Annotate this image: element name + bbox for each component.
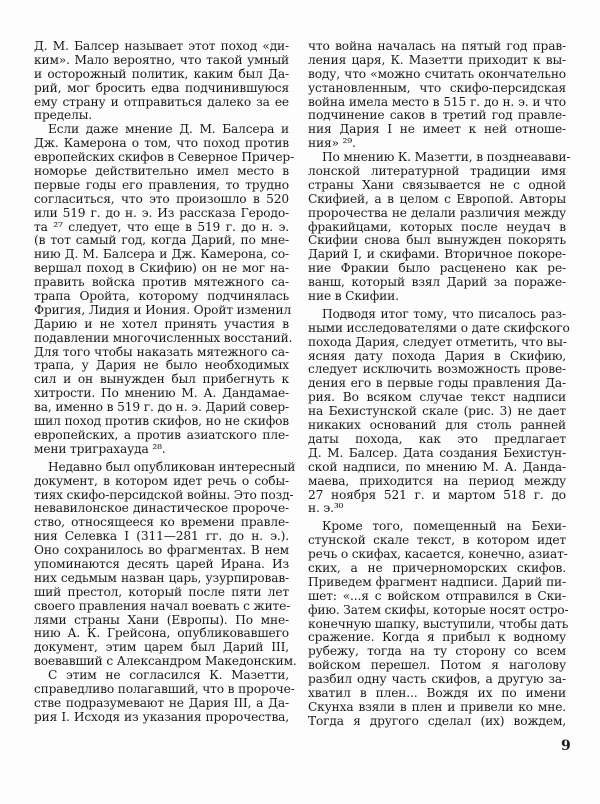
text-line: лями страны Хани (Европы). По мне- bbox=[34, 612, 289, 627]
text-line: По мнению К. Мазетти, в позднеавави- bbox=[322, 150, 571, 165]
text-line: ким». Мало вероятно, что такой умный bbox=[34, 52, 289, 67]
text-line: на Бехистунской скале (рис. 3) не дает bbox=[308, 404, 566, 419]
text-line: ясняя дату похода Дария в Скифию, bbox=[308, 348, 566, 363]
text-line: Скунха взяли в плен и привели ко мне. bbox=[308, 699, 566, 714]
text-line: ления царя, К. Мазетти приходит к вы- bbox=[308, 52, 566, 67]
left-column bbox=[34, 39, 297, 725]
text-line: или 519 г. до н. э. Из рассказа Геродо- bbox=[34, 205, 289, 220]
text-line: рубежу, тогда на ту сторону со всем bbox=[308, 644, 566, 659]
text-line: шет: «...я с войском отправился в Ски- bbox=[308, 588, 566, 603]
text-line: Д. М. Балсер. Дата создания Бехистун- bbox=[308, 445, 566, 460]
text-line: 27 ноября 521 г. и мартом 518 г. до bbox=[308, 487, 566, 502]
text-line: рия I. Исходя из указания пророчества, bbox=[34, 709, 289, 724]
text-line: трапа Оройта, которому подчинялась bbox=[34, 289, 289, 304]
text-line: похода Дария, следует отметить, что вы- bbox=[308, 334, 567, 349]
text-line: ему страну и отправиться далеко за ее bbox=[34, 94, 289, 109]
text-line: Если даже мнение Д. М. Балсера и bbox=[48, 122, 289, 137]
text-line: следует исключить возможность прове- bbox=[308, 362, 566, 377]
text-line: невавилонское династическое пророче- bbox=[34, 501, 289, 516]
text-line: ния Селевка I (311—281 гг. до н. э.). bbox=[34, 529, 289, 544]
text-line: ской надписи, по мнению М. А. Данда- bbox=[308, 459, 566, 474]
text-line: Кроме того, помещенный на Бехи- bbox=[322, 519, 566, 534]
text-line: европейских, а против азиатского пле- bbox=[34, 427, 289, 442]
text-line: речь о скифах, касается, конечно, азиат- bbox=[308, 547, 568, 562]
text-line: Недавно был опубликован интересный bbox=[48, 459, 296, 474]
text-line: своего правления начал воевать с жите- bbox=[34, 598, 291, 613]
text-line: стве подразумевают не Дария III, а Да- bbox=[34, 695, 289, 710]
text-line: Дж. Камерона о том, что поход против bbox=[34, 136, 289, 151]
text-line: фракийцами, которых после неудач в bbox=[308, 219, 566, 234]
text-line: тиях скифо-персидской войны. Это позд- bbox=[34, 487, 294, 502]
text-line: (в тот самый год, когда Дарий, по мне- bbox=[34, 233, 289, 248]
text-line: ва, именно в 519 г. до н. э. Дарий совер- bbox=[34, 400, 289, 415]
text-line: никаких оснований для столь ранней bbox=[308, 418, 566, 433]
text-line: ванш, который взял Дарий за пораже- bbox=[308, 275, 566, 290]
text-line: н. э.³⁰ bbox=[308, 501, 344, 516]
text-line: хитрости. По мнению М. А. Дандамае- bbox=[34, 386, 289, 401]
text-line: Дарию и не хотел принять участия в bbox=[34, 316, 289, 331]
text-line: шил поход против скифов, но не скифов bbox=[34, 414, 289, 429]
page-number: 9 bbox=[561, 738, 571, 754]
text-line: ший престол, который после пяти лет bbox=[34, 584, 289, 599]
text-line: рия. Во всяком случае текст надписи bbox=[308, 390, 566, 405]
text-line: конечную шапку, выступили, чтобы дать bbox=[308, 616, 569, 631]
text-line: война имела место в 515 г. до н. э. и что bbox=[308, 94, 566, 109]
text-line: ние в Скифии. bbox=[308, 289, 399, 304]
text-line: ство, относящееся ко времени правле- bbox=[34, 515, 289, 530]
text-line: править войска против мятежного са- bbox=[34, 275, 289, 290]
text-line: даты похода, как это предлагает bbox=[308, 431, 566, 446]
text-line: установленным, что скифо-персидская bbox=[308, 80, 566, 95]
text-line: Тогда я другого сделал (их) вождем, bbox=[308, 713, 566, 728]
text-line: упоминаются десять царей Ирана. Из bbox=[34, 556, 289, 571]
text-line: ными исследователями о дате скифского bbox=[308, 320, 570, 335]
text-line: пределы. bbox=[34, 108, 92, 123]
text-line: ских, а не причерноморских скифов. bbox=[308, 560, 566, 575]
text-line: Д. М. Балсер называет этот поход «ди- bbox=[34, 39, 289, 53]
text-line: пророчества не делали различия между bbox=[308, 205, 566, 220]
text-line: ние Фракии было расценено как ре- bbox=[308, 261, 566, 276]
text-line: Подводя итог тому, что писалось раз- bbox=[322, 306, 566, 321]
text-line: Для того чтобы наказать мятежного са- bbox=[34, 344, 289, 359]
text-line: С этим не согласился К. Мазетти, bbox=[48, 668, 289, 683]
text-line: европейских скифов в Северное Причер- bbox=[34, 150, 295, 165]
text-line: документ, в котором идет речь о собы- bbox=[34, 473, 289, 488]
text-line: войском перешел. Потом я наголову bbox=[308, 658, 566, 673]
right-column bbox=[308, 39, 571, 729]
text-line: документ, этим царем был Дарий III, bbox=[34, 640, 289, 655]
text-line: вершал поход в Скифию) он не мог на- bbox=[34, 261, 289, 276]
text-line: Фригия, Лидия и Иония. Оройт изменил bbox=[34, 302, 292, 317]
text-line: сражение. Когда я прибыл к водному bbox=[308, 630, 566, 645]
text-line: сил и он вынужден был прибегнуть к bbox=[34, 372, 289, 387]
text-line: рий, мог бросить едва подчинившуюся bbox=[34, 80, 289, 95]
text-line: хватил в плен... Вождя их по имени bbox=[308, 685, 566, 700]
text-line: лонской литературной традиции имя bbox=[308, 164, 566, 179]
text-line: Скифии снова был вынужден покорять bbox=[308, 233, 566, 248]
text-line: них седьмым назван царь, узурпировав- bbox=[34, 570, 289, 585]
text-line: фию. Затем скифы, которые носят остро- bbox=[308, 602, 569, 617]
text-line: нию А. К. Грейсона, опубликовавшего bbox=[34, 626, 289, 641]
text-line: Оно сохранилось во фрагментах. В нем bbox=[34, 543, 289, 558]
text-line: страны Хани связывается не с одной bbox=[308, 177, 566, 192]
text-line: согласиться, что это произошло в 520 bbox=[34, 191, 289, 206]
text-line: и осторожный политик, каким был Да- bbox=[34, 66, 289, 81]
text-line: что война началась на пятый год прав- bbox=[308, 39, 566, 53]
text-line: разбил одну часть скифов, а другую за- bbox=[308, 672, 566, 687]
text-line: мени триграхауда ²⁸. bbox=[34, 441, 166, 456]
text-line: ния» ²⁹. bbox=[308, 136, 356, 151]
text-line: ния Дария I не имеет к ней отноше- bbox=[308, 122, 566, 137]
text-line: номорье действительно имел место в bbox=[34, 164, 289, 179]
text-line: трапа, у Дария не было необходимых bbox=[34, 358, 289, 373]
text-line: та ²⁷ следует, что еще в 519 г. до н. э. bbox=[34, 219, 289, 234]
text-line: Приведем фрагмент надписи. Дарий пи- bbox=[308, 574, 566, 589]
text-line: воевавший с Александром Македонским. bbox=[34, 654, 297, 669]
text-line: стунской скале текст, в котором идет bbox=[308, 533, 566, 548]
text-line: подчинение саков в третий год правле- bbox=[308, 108, 566, 123]
text-line: Скифией, а в целом с Европой. Авторы bbox=[308, 191, 566, 206]
text-line: дения его в первые годы правления Да- bbox=[308, 376, 566, 391]
text-line: нию Д. М. Балсера и Дж. Камерона, со- bbox=[34, 247, 289, 262]
text-line: маева, приходится на период между bbox=[308, 473, 566, 488]
text-line: справедливо полагавший, что в пророче- bbox=[34, 681, 295, 696]
text-line: Дарий I, и скифами. Вторичное покоре- bbox=[308, 247, 566, 262]
text-line: подавлении многочисленных восстаний. bbox=[34, 330, 293, 345]
text-line: первые годы его правления, то трудно bbox=[34, 177, 289, 192]
text-line: воду, что «можно считать окончательно bbox=[308, 66, 566, 81]
